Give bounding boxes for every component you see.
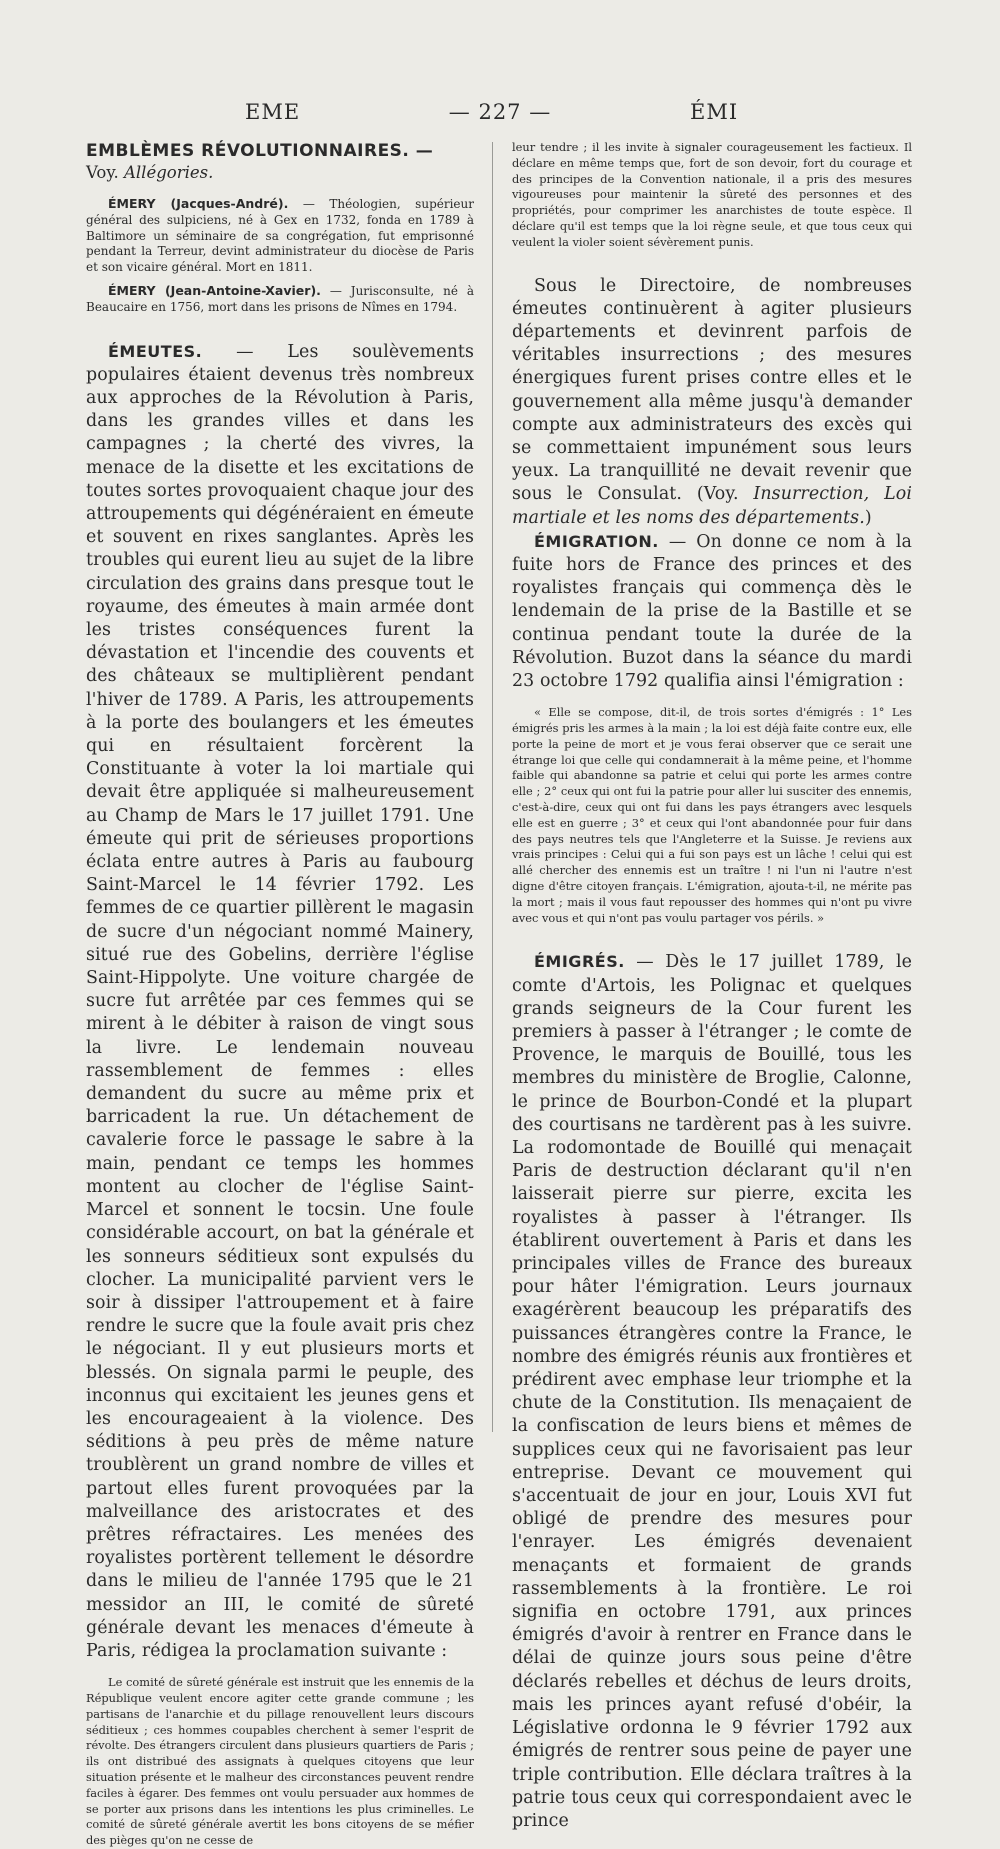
proclamation-quote: Le comité de sûreté générale est instruit que les ennemis de la République veulent encore agiter cette grande commune ; les partisans de l'anarchie et du pillage renouvellent leurs discours séditieux ; ces hommes coupables cherchent à semer l'esprit de révolte. Des étrangers circulent dans plusieurs quartiers de Paris ; ils ont distribué des assignats à quelques citoyens que leur situation présente et le malheur des circonstances peuvent rendre faciles à égarer. Des femmes ont voulu persuader aux hommes de se porter aux prisons dans les intentions les plus criminelles. Le comité de sûreté générale avertit les bons citoyens de se méfier des pièges qu'on ne cesse de [86, 1675, 474, 1848]
entry-emery-jacques [86, 196, 474, 276]
column-divider [492, 142, 493, 1432]
entry-text-emery-jean: — Jurisconsulte, né à Beaucaire en 1756, mort dans les prisons de Nîmes en 1794. [86, 283, 474, 314]
entry-emigres [512, 950, 912, 1833]
entry-text-emery-jacques: — Théologien, supérieur général des sulpiciens, né à Gex en 1732, fonda en 1789 à Baltimore un séminaire de sa congrégation, fut emprisonné pendant la Terreur, devint administrateur du diocèse de Paris et son vicaire général. Mort en 1811. [86, 197, 474, 275]
left-column [86, 140, 474, 1849]
directoire-text: Sous le Directoire, de nombreuses émeutes continuèrent à agiter plusieurs départements et devinrent parfois de véritables insurrections ; des mesures énergiques furent prises contre elles et le gouvernement alla même jusqu'à demander compte aux administrateurs des excès qui se commettaient impunément sous leurs yeux. La tranquillité ne devait revenir que sous le Consulat. (Voy. [512, 275, 912, 505]
voy-label: Voy. [86, 163, 119, 182]
page-number: — 227 — [448, 100, 552, 124]
right-column [512, 140, 912, 1833]
directoire-reference: Insurrection, Loi martiale et les noms des départements. [512, 484, 912, 528]
entry-emigration [512, 530, 912, 693]
entry-text-emeutes: — Les soulèvements populaires étaient devenus très nombreux aux approches de la Révolution à Paris, dans les grandes villes et dans les campagnes ; la cherté des vivres, la menace de la disette et les excitations de toutes sortes provoquaient chaque jour des attroupements qui dégénéraient en émeute et souvent en rixes sanglantes. Après les troubles qui eurent lieu au sujet de la libre circulation des grains dans presque tout le royaume, des émeutes à main armée dont les tristes conséquences furent la dévastation et l'incendie des couvents et des châteaux se multiplièrent pendant l'hiver de 1789. A Paris, les attroupements à la porte des boulangers et les émeutes qui en résultaient forcèrent la Constituante à voter la loi martiale qui devait être appliquée si malheureusement au Champ de Mars le 17 juillet 1791. Une émeute qui prit de sérieuses proportions éclata entre autres à Paris au faubourg Saint-Marcel le 14 février 1792. Les femmes de ce quartier pillèrent le magasin de sucre d'un négociant nommé Mainery, situé rue des Gobelins, derrière l'église Saint-Hippolyte. Une voiture chargée de sucre fut arrêtée par ces femmes qui se mirent à le débiter à raison de vingt sous la livre. Le lendemain nouveau rassemblement de femmes : elles demandent du sucre au même prix et barricadent la rue. Un détachement de cavalerie force le passage le sabre à la main, pendant ce temps les hommes montent au clocher de l'église Saint-Marcel et sonnent le tocsin. Une foule considérable accourt, on bat la générale et les sonneurs séditieux sont expulsés du clocher. La municipalité parvient vers le soir à dissiper l'attroupement et à faire rendre le sucre que la foule avait pris chez le négociant. Il y eut plusieurs morts et blessés. On signala parmi le peuple, des inconnus qui excitaient les jeunes gens et les encourageaient à la violence. Des séditions à peu près de même nature troublèrent un grand nombre de villes et partout elles furent provoquées par la malveillance des aristocrates et des prêtres réfractaires. Les menées des royalistes portèrent tellement le désordre dans le milieu de l'année 1795 que le 21 messidor an III, le comité de sûreté générale devant les menaces d'émeute à Paris, rédigea la proclamation suivante : [86, 341, 474, 1661]
entry-title-emery-jean: ÉMERY (Jean-Antoine-Xavier). [108, 282, 321, 298]
entry-title-emigration: ÉMIGRATION. [534, 531, 659, 551]
voy-reference: Allégories. [123, 163, 214, 182]
entry-title-emery-jacques: ÉMERY (Jacques-André). [108, 196, 289, 211]
buzot-quote: « Elle se compose, dit-il, de trois sortes d'émigrés : 1° Les émigrés pris les armes à la main ; la loi est déjà faite contre eux, elle porte la peine de mort et je vous ferai observer que ce serait une étrange loi que celle qui condamnerait à la même peine, et l'homme faible qui abandonne sa patrie et celui qui porte les armes contre elle ; 2° ceux qui ont fui la patrie pour aller lui susciter des ennemis, c'est-à-dire, ceux qui ont fui dans les pays étrangers avec lesquels elle est en guerre ; 3° et ceux qui l'ont abandonnée pour fuir dans des pays neutres tels que l'Angleterre et la Suisse. Je reviens aux vrais principes : Celui qui a fui son pays est un lâche ! celui qui est allé chercher des ennemis est un traître ! ni l'un ni l'autre n'est digne d'être citoyen français. L'émigration, ajouta-t-il, ne mérite pas la mort ; mais il vous faut repousser des hommes qui n'ont pu vivre avec vous et qui n'ont pas voulu partager vos périls. » [512, 705, 912, 925]
proclamation-continued: leur tendre ; il les invite à signaler courageusement les factieux. Il déclare en même temps que, fort de son devoir, fort du courage et des principes de la Convention nationale, il a pris des mesures vigoureuses pour maintenir la sûreté des personnes et des propriétés, pour comprimer les anarchistes de toute espèce. Il déclare qu'il est temps que la loi règne seule, et que tous ceux qui veulent la violer soient sévèrement punis. [512, 140, 912, 249]
running-head-left: EME [245, 100, 301, 124]
entry-title-emblemes: EMBLÈMES RÉVOLUTIONNAIRES. — [86, 141, 434, 161]
entry-title-emeutes: ÉMEUTES. [108, 341, 203, 361]
entry-title-emigres: ÉMIGRÉS. [534, 952, 625, 972]
paragraph-directoire [512, 275, 912, 530]
entry-emeutes [86, 340, 474, 1664]
directoire-end: ) [864, 507, 872, 528]
entry-text-emigration: — On donne ce nom à la fuite hors de France des princes et des royalistes français qui commença dès le lendemain de la prise de la Bastille et se continua pendant toute la durée de la Révolution. Buzot dans la séance du mardi 23 octobre 1792 qualifia ainsi l'émigration : [512, 531, 912, 692]
running-head-right: ÉMI [690, 100, 739, 124]
entry-emery-jean [86, 283, 474, 316]
entry-text-emigres: — Dès le 17 juillet 1789, le comte d'Artois, les Polignac et quelques grands seigneurs de la Cour furent les premiers à passer à l'étranger ; le comte de Provence, le marquis de Bouillé, tous les membres du ministère de Broglie, Calonne, le prince de Bourbon-Condé et la plupart des courtisans ne tardèrent pas à les suivre. La rodomontade de Bouillé qui menaçait Paris de destruction déclarant qu'il n'en laisserait pierre sur pierre, excita les royalistes à passer à l'étranger. Ils établirent ouvertement à Paris et dans les principales villes de France des bureaux pour hâter l'émigration. Leurs journaux exagérèrent beaucoup les préparatifs des puissances étrangères contre la France, le nombre des émigrés réunis aux frontières et prédirent avec emphase leur triomphe et la chute de la Constitution. Ils menaçaient de la confiscation de leurs biens et mêmes de supplices ceux qui ne favorisaient pas leur entreprise. Devant ce mouvement qui s'accentuait de jour en jour, Louis XVI fut obligé de prendre des mesures pour l'enrayer. Les émigrés devenaient menaçants et formaient de grands rassemblements à la frontière. Le roi signifia en octobre 1791, aux princes émigrés d'avoir à rentrer en France dans le délai de quinze jours sous peine d'être déclarés rebelles et déchus de leurs droits, mais les princes ayant refusé d'obéir, la Législative ordonna le 9 février 1792 aux émigrés de rentrer sous peine de payer une triple contribution. Elle déclara traîtres à la patrie tous ceux qui correspondaient avec le prince [512, 952, 912, 1831]
entry-emblemes [86, 140, 474, 184]
